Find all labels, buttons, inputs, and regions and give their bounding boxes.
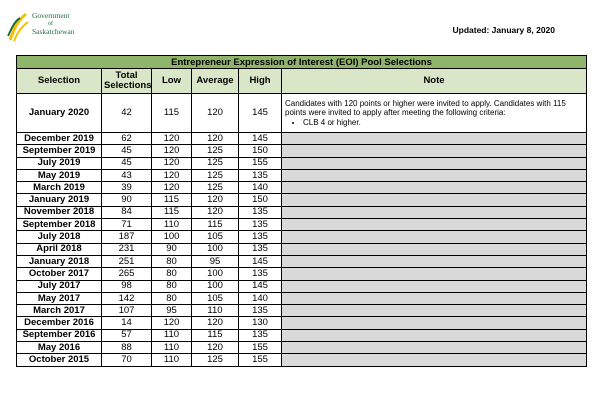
table-row	[17, 94, 587, 133]
table-row	[17, 157, 587, 169]
average-cell: 120	[192, 133, 239, 145]
low-cell: 120	[152, 182, 192, 194]
note-cell	[282, 133, 587, 145]
note-cell	[282, 342, 587, 354]
selection-cell: December 2019	[17, 133, 102, 145]
table-row	[17, 280, 587, 292]
low-cell: 115	[152, 94, 192, 133]
note-cell	[282, 231, 587, 243]
note-cell	[282, 354, 587, 366]
table-title: Entrepreneur Expression of Interest (EOI) Pool Selections	[17, 56, 587, 69]
note-cell	[282, 94, 587, 133]
note-bullet: • CLB 4 or higher.	[303, 118, 583, 128]
selection-cell: January 2019	[17, 194, 102, 206]
high-cell: 135	[239, 268, 282, 280]
average-cell: 120	[192, 317, 239, 329]
low-cell: 80	[152, 268, 192, 280]
note-cell	[282, 157, 587, 169]
table-row	[17, 145, 587, 157]
updated-date: Updated: January 8, 2020	[452, 25, 555, 35]
low-cell: 110	[152, 342, 192, 354]
selection-cell: July 2017	[17, 280, 102, 292]
table-row	[17, 292, 587, 304]
note-cell	[282, 329, 587, 341]
selection-cell: July 2018	[17, 231, 102, 243]
table-body	[17, 94, 587, 367]
eoi-selections-table	[16, 55, 587, 367]
note-cell	[282, 145, 587, 157]
low-cell: 115	[152, 206, 192, 218]
high-cell: 150	[239, 145, 282, 157]
note-cell	[282, 206, 587, 218]
high-cell: 135	[239, 329, 282, 341]
average-cell: 100	[192, 280, 239, 292]
low-cell: 115	[152, 194, 192, 206]
average-cell: 115	[192, 329, 239, 341]
high-cell: 145	[239, 280, 282, 292]
selection-cell: May 2016	[17, 342, 102, 354]
table-row	[17, 194, 587, 206]
note-cell	[282, 268, 587, 280]
low-cell: 120	[152, 169, 192, 181]
column-header-average: Average	[192, 69, 239, 94]
high-cell: 145	[239, 133, 282, 145]
column-header-low: Low	[152, 69, 192, 94]
column-header-total: Total Selections	[102, 69, 152, 94]
table-row	[17, 305, 587, 317]
high-cell: 135	[239, 231, 282, 243]
note-cell	[282, 182, 587, 194]
average-cell: 120	[192, 342, 239, 354]
low-cell: 110	[152, 329, 192, 341]
saskatchewan-logo	[6, 10, 75, 42]
average-cell: 125	[192, 354, 239, 366]
logo-line2: of	[48, 20, 53, 27]
total-cell: 90	[102, 194, 152, 206]
column-header-high: High	[239, 69, 282, 94]
average-cell: 115	[192, 219, 239, 231]
average-cell: 105	[192, 231, 239, 243]
total-cell: 14	[102, 317, 152, 329]
selection-cell: September 2018	[17, 219, 102, 231]
selection-cell: December 2016	[17, 317, 102, 329]
total-cell: 71	[102, 219, 152, 231]
selection-cell: November 2018	[17, 206, 102, 218]
logo-line1: Government	[32, 11, 70, 20]
total-cell: 45	[102, 145, 152, 157]
column-header-note: Note	[282, 69, 587, 94]
high-cell: 145	[239, 255, 282, 267]
selection-cell: March 2017	[17, 305, 102, 317]
total-cell: 142	[102, 292, 152, 304]
low-cell: 90	[152, 243, 192, 255]
logo-line3: Saskatchewan	[32, 26, 75, 36]
page-header	[0, 0, 600, 54]
high-cell: 130	[239, 317, 282, 329]
note-cell	[282, 280, 587, 292]
high-cell: 135	[239, 169, 282, 181]
low-cell: 120	[152, 145, 192, 157]
high-cell: 135	[239, 243, 282, 255]
high-cell: 135	[239, 305, 282, 317]
total-cell: 57	[102, 329, 152, 341]
high-cell: 135	[239, 206, 282, 218]
average-cell: 120	[192, 94, 239, 133]
total-cell: 70	[102, 354, 152, 366]
low-cell: 95	[152, 305, 192, 317]
total-cell: 98	[102, 280, 152, 292]
table-row	[17, 182, 587, 194]
note-cell	[282, 194, 587, 206]
high-cell: 155	[239, 157, 282, 169]
average-cell: 110	[192, 305, 239, 317]
selection-cell: January 2020	[17, 94, 102, 133]
selection-cell: May 2017	[17, 292, 102, 304]
selection-cell: April 2018	[17, 243, 102, 255]
table-row	[17, 133, 587, 145]
low-cell: 80	[152, 292, 192, 304]
total-cell: 62	[102, 133, 152, 145]
total-cell: 265	[102, 268, 152, 280]
low-cell: 110	[152, 354, 192, 366]
total-cell: 43	[102, 169, 152, 181]
selection-cell: October 2017	[17, 268, 102, 280]
note-text: Candidates with 120 points or higher were invited to apply. Candidates with 115 points were invited to apply after meeting the following criteria:	[285, 98, 566, 118]
total-cell: 39	[102, 182, 152, 194]
total-cell: 231	[102, 243, 152, 255]
column-header-selection: Selection	[17, 69, 102, 94]
note-cell	[282, 169, 587, 181]
table-row	[17, 219, 587, 231]
low-cell: 120	[152, 317, 192, 329]
table-row	[17, 342, 587, 354]
high-cell: 155	[239, 354, 282, 366]
high-cell: 140	[239, 182, 282, 194]
table-row	[17, 206, 587, 218]
table-row	[17, 268, 587, 280]
table-row	[17, 243, 587, 255]
total-cell: 84	[102, 206, 152, 218]
note-cell	[282, 255, 587, 267]
average-cell: 100	[192, 243, 239, 255]
table-row	[17, 231, 587, 243]
average-cell: 120	[192, 206, 239, 218]
high-cell: 140	[239, 292, 282, 304]
average-cell: 125	[192, 145, 239, 157]
total-cell: 107	[102, 305, 152, 317]
note-cell	[282, 243, 587, 255]
table-row	[17, 169, 587, 181]
table-row	[17, 317, 587, 329]
average-cell: 125	[192, 169, 239, 181]
total-cell: 187	[102, 231, 152, 243]
note-cell	[282, 219, 587, 231]
low-cell: 120	[152, 157, 192, 169]
low-cell: 100	[152, 231, 192, 243]
average-cell: 125	[192, 157, 239, 169]
average-cell: 125	[192, 182, 239, 194]
total-cell: 88	[102, 342, 152, 354]
high-cell: 145	[239, 94, 282, 133]
high-cell: 150	[239, 194, 282, 206]
average-cell: 105	[192, 292, 239, 304]
low-cell: 110	[152, 219, 192, 231]
table-row	[17, 329, 587, 341]
total-cell: 251	[102, 255, 152, 267]
high-cell: 135	[239, 219, 282, 231]
table-row	[17, 255, 587, 267]
total-cell: 42	[102, 94, 152, 133]
selection-cell: July 2019	[17, 157, 102, 169]
note-cell	[282, 305, 587, 317]
selection-cell: May 2019	[17, 169, 102, 181]
selection-cell: January 2018	[17, 255, 102, 267]
note-bullet-list	[285, 118, 583, 128]
selection-cell: March 2019	[17, 182, 102, 194]
table-row	[17, 354, 587, 366]
logo-text	[32, 12, 74, 36]
wheat-icon	[6, 10, 32, 42]
average-cell: 95	[192, 255, 239, 267]
selection-cell: October 2015	[17, 354, 102, 366]
low-cell: 80	[152, 280, 192, 292]
average-cell: 120	[192, 194, 239, 206]
selection-cell: September 2019	[17, 145, 102, 157]
note-cell	[282, 317, 587, 329]
selection-cell: September 2016	[17, 329, 102, 341]
low-cell: 120	[152, 133, 192, 145]
total-cell: 45	[102, 157, 152, 169]
average-cell: 100	[192, 268, 239, 280]
low-cell: 80	[152, 255, 192, 267]
high-cell: 155	[239, 342, 282, 354]
note-cell	[282, 292, 587, 304]
